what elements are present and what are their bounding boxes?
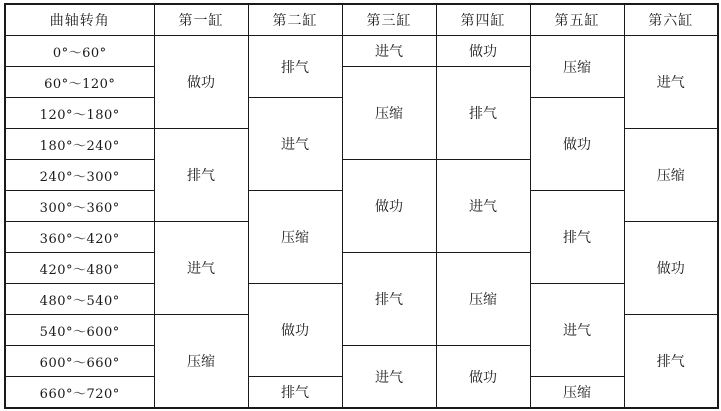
- firing-order-table: [4, 3, 719, 409]
- cylinder-1-stroke: 压缩: [154, 315, 248, 409]
- cylinder-6-stroke: 压缩: [624, 129, 718, 222]
- cylinder-1-stroke: 做功: [154, 36, 248, 129]
- cylinder-4-stroke: 压缩: [436, 253, 530, 346]
- header-cylinder-4: 第四缸: [436, 4, 530, 36]
- cylinder-4-stroke: 做功: [436, 346, 530, 409]
- crank-angle-cell: 420°～480°: [5, 253, 154, 284]
- cylinder-5-stroke: 进气: [530, 284, 624, 377]
- cylinder-4-stroke: 做功: [436, 36, 530, 67]
- crank-angle-cell: 360°～420°: [5, 222, 154, 253]
- header-cylinder-3: 第三缸: [342, 4, 436, 36]
- header-crank-angle: 曲轴转角: [5, 4, 154, 36]
- cylinder-1-stroke: 进气: [154, 222, 248, 315]
- cylinder-2-stroke: 排气: [248, 36, 342, 98]
- crank-angle-cell: 0°～60°: [5, 36, 154, 67]
- crank-angle-cell: 180°～240°: [5, 129, 154, 160]
- crank-angle-cell: 540°～600°: [5, 315, 154, 346]
- header-cylinder-5: 第五缸: [530, 4, 624, 36]
- crank-angle-cell: 120°～180°: [5, 98, 154, 129]
- table-row: [5, 36, 718, 67]
- cylinder-2-stroke: 进气: [248, 98, 342, 191]
- crank-angle-cell: 660°～720°: [5, 377, 154, 409]
- cylinder-3-stroke: 进气: [342, 36, 436, 67]
- cylinder-4-stroke: 排气: [436, 67, 530, 160]
- crank-angle-cell: 600°～660°: [5, 346, 154, 377]
- cylinder-3-stroke: 排气: [342, 253, 436, 346]
- cylinder-5-stroke: 压缩: [530, 377, 624, 409]
- cylinder-6-stroke: 做功: [624, 222, 718, 315]
- cylinder-2-stroke: 做功: [248, 284, 342, 377]
- cylinder-3-stroke: 做功: [342, 160, 436, 253]
- header-cylinder-2: 第二缸: [248, 4, 342, 36]
- cylinder-4-stroke: 进气: [436, 160, 530, 253]
- header-row: [5, 4, 718, 36]
- cylinder-5-stroke: 做功: [530, 98, 624, 191]
- crank-angle-cell: 240°～300°: [5, 160, 154, 191]
- header-cylinder-1: 第一缸: [154, 4, 248, 36]
- header-cylinder-6: 第六缸: [624, 4, 718, 36]
- cylinder-6-stroke: 进气: [624, 36, 718, 129]
- cylinder-3-stroke: 进气: [342, 346, 436, 409]
- cylinder-2-stroke: 排气: [248, 377, 342, 409]
- cylinder-6-stroke: 排气: [624, 315, 718, 409]
- crank-angle-cell: 480°～540°: [5, 284, 154, 315]
- cylinder-2-stroke: 压缩: [248, 191, 342, 284]
- cylinder-3-stroke: 压缩: [342, 67, 436, 160]
- crank-angle-cell: 60°～120°: [5, 67, 154, 98]
- crank-angle-cell: 300°～360°: [5, 191, 154, 222]
- cylinder-5-stroke: 排气: [530, 191, 624, 284]
- cylinder-1-stroke: 排气: [154, 129, 248, 222]
- cylinder-5-stroke: 压缩: [530, 36, 624, 98]
